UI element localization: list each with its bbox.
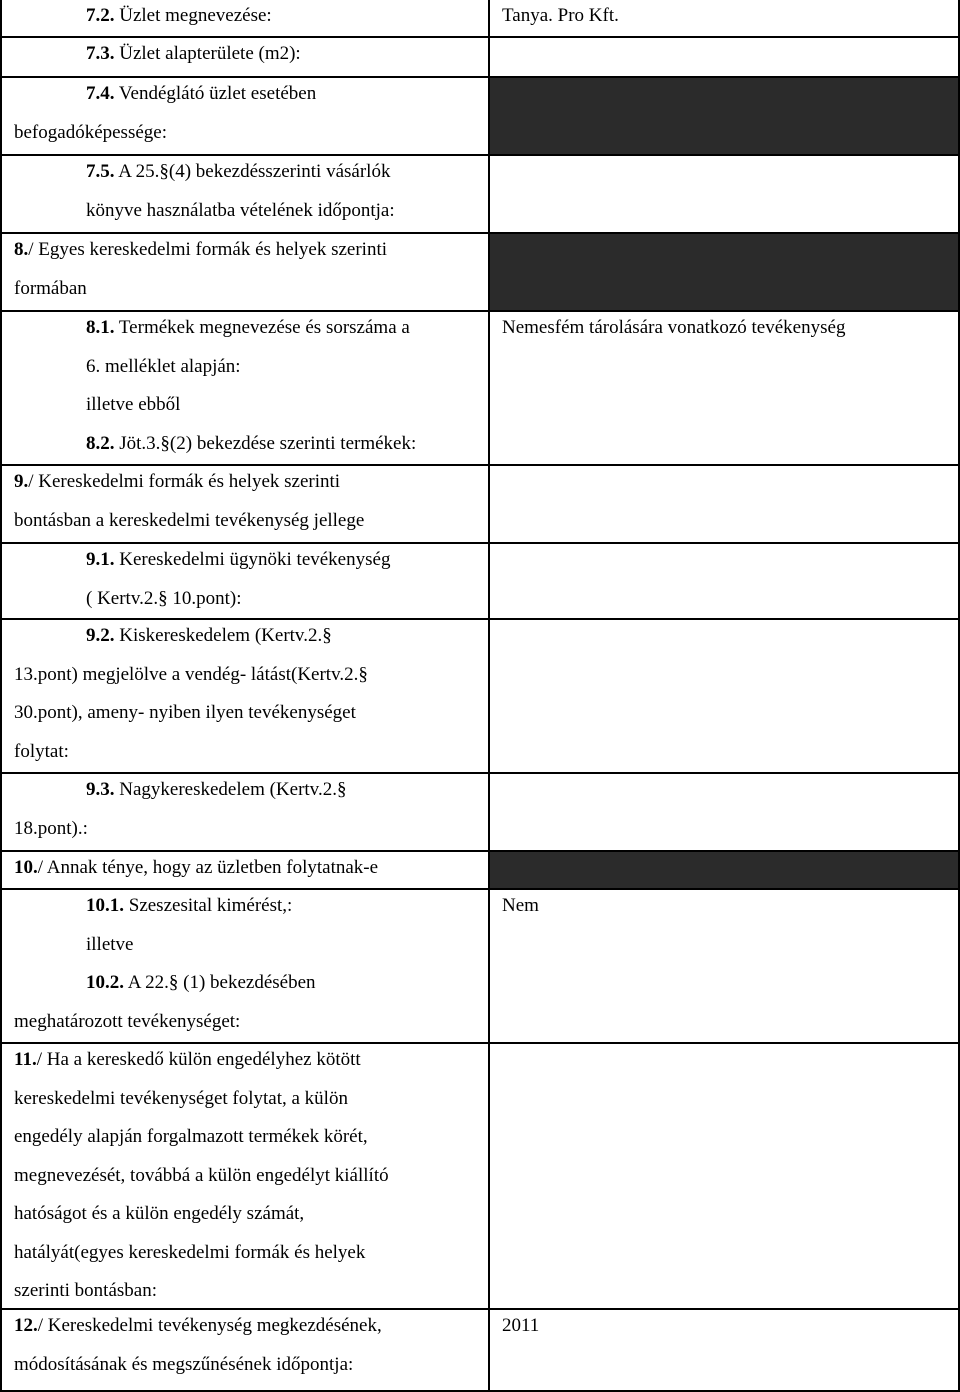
- label-cell: [0, 38, 488, 78]
- item-number: 9.: [14, 471, 29, 492]
- table-row: [0, 620, 960, 774]
- item-number: 11.: [14, 1049, 37, 1070]
- label-text: A 25.§(4) bekezdésszerinti vásárlók: [114, 161, 391, 182]
- label-line: [86, 972, 316, 994]
- label-line: [86, 394, 180, 416]
- table-row: [0, 1044, 960, 1310]
- item-number: 7.2.: [86, 5, 115, 26]
- label-line: [14, 1088, 348, 1110]
- label-text: 18.pont).:: [14, 817, 88, 839]
- table-row: [0, 0, 960, 38]
- label-line: [14, 1011, 240, 1033]
- value-cell: [488, 234, 960, 312]
- label-cell: [0, 466, 488, 544]
- item-number: 9.2.: [86, 625, 115, 646]
- value-text: 2011: [502, 1315, 540, 1336]
- label-text: módosításának és megszűnésének időpontja:: [14, 1353, 354, 1375]
- table-row: [0, 774, 960, 852]
- label-line: [14, 471, 340, 493]
- label-line: [86, 625, 332, 647]
- label-text: folytat:: [14, 740, 69, 762]
- label-line: [14, 1049, 361, 1071]
- label-text: / Ha a kereskedő külön engedélyhez kötött: [36, 1049, 361, 1070]
- value-cell: [488, 312, 960, 466]
- table-row: [0, 466, 960, 544]
- value-text: Nem: [502, 895, 539, 916]
- label-text: Nagykereskedelem (Kertv.2.§: [114, 779, 347, 800]
- label-text: hatóságot és a külön engedély számát,: [14, 1203, 305, 1224]
- label-line: [86, 5, 272, 27]
- table-row: [0, 38, 960, 78]
- label-cell: [0, 312, 488, 466]
- value-text: Nemesfém tárolására vonatkozó tevékenység: [502, 317, 846, 338]
- label-cell: [0, 78, 488, 156]
- label-cell: [0, 1044, 488, 1310]
- label-cell: [0, 234, 488, 312]
- label-line: [14, 239, 387, 261]
- label-line: [14, 857, 378, 879]
- label-text: megnevezését, továbbá a külön engedélyt kiállító: [14, 1164, 389, 1186]
- table-row: [0, 156, 960, 234]
- label-line: [14, 1203, 304, 1225]
- value-cell: [488, 78, 960, 156]
- value-cell: [488, 890, 960, 1044]
- label-text: illetve: [86, 933, 134, 955]
- item-number: 7.3.: [86, 43, 115, 64]
- label-line: [86, 200, 395, 222]
- label-text: Termékek megnevezése és sorszáma a: [114, 317, 410, 338]
- label-line: [86, 895, 292, 917]
- label-line: [86, 779, 346, 801]
- table-row: [0, 890, 960, 1044]
- table-row: [0, 1310, 960, 1392]
- label-cell: [0, 544, 488, 620]
- label-text: Vendéglátó üzlet esetében: [114, 83, 317, 104]
- label-line: [86, 356, 241, 378]
- label-line: [86, 549, 390, 571]
- label-line: [14, 702, 356, 724]
- label-cell: [0, 0, 488, 38]
- label-text: Üzlet alapterülete (m2):: [114, 43, 301, 64]
- label-text: Szeszesital kimérést,:: [124, 895, 293, 916]
- table-row: [0, 852, 960, 890]
- item-number: 10.: [14, 857, 38, 878]
- item-number: 10.1.: [86, 895, 124, 916]
- label-line: [86, 83, 316, 105]
- value-text: Tanya. Pro Kft.: [502, 5, 619, 26]
- label-text: Kereskedelmi ügynöki tevékenység: [114, 549, 391, 570]
- item-number: 7.4.: [86, 83, 115, 104]
- label-text: Üzlet megnevezése:: [114, 5, 272, 26]
- label-text: / Egyes kereskedelmi formák és helyek szerinti: [28, 239, 388, 260]
- item-number: 8.1.: [86, 317, 115, 338]
- item-number: 9.3.: [86, 779, 115, 800]
- value-cell: [488, 156, 960, 234]
- item-number: 12.: [14, 1315, 38, 1336]
- item-number: 10.2.: [86, 972, 124, 993]
- value-cell: [488, 1044, 960, 1310]
- label-text: 6. melléklet alapján:: [86, 355, 241, 377]
- label-cell: [0, 156, 488, 234]
- label-line: [14, 1315, 382, 1337]
- label-text: Kiskereskedelem (Kertv.2.§: [114, 625, 332, 646]
- value-cell: [488, 620, 960, 774]
- label-line: [14, 1126, 368, 1148]
- label-line: [14, 510, 364, 532]
- label-text: kereskedelmi tevékenységet folytat, a külön: [14, 1087, 348, 1109]
- item-number: 8.: [14, 239, 29, 260]
- value-cell: [488, 38, 960, 78]
- label-text: engedély alapján forgalmazott termékek körét,: [14, 1126, 368, 1147]
- label-text: A 22.§ (1) bekezdésében: [124, 972, 316, 993]
- table-row: [0, 312, 960, 466]
- label-text: Jöt.3.§(2) bekezdése szerinti termékek:: [114, 432, 417, 454]
- label-line: [86, 161, 390, 183]
- label-line: [14, 1354, 353, 1376]
- label-text: ( Kertv.2.§ 10.pont):: [86, 587, 242, 609]
- value-cell: [488, 852, 960, 890]
- item-number: 8.2.: [86, 432, 115, 454]
- label-text: hatályát(egyes kereskedelmi formák és helyek: [14, 1241, 366, 1263]
- label-text: / Kereskedelmi tevékenység megkezdésének,: [37, 1315, 382, 1336]
- label-text: formában: [14, 277, 87, 299]
- label-cell: [0, 774, 488, 852]
- label-text: könyve használatba vételének időpontja:: [86, 199, 395, 221]
- label-line: [14, 1165, 389, 1187]
- label-line: [14, 664, 368, 686]
- item-number: 7.5.: [86, 161, 115, 182]
- value-cell: [488, 466, 960, 544]
- label-text: 30.pont), ameny- nyiben ilyen tevékenységet: [14, 702, 356, 723]
- value-cell: [488, 774, 960, 852]
- label-line: [86, 317, 410, 339]
- label-cell: [0, 852, 488, 890]
- label-cell: [0, 620, 488, 774]
- label-line: [86, 43, 301, 65]
- label-line: [14, 741, 69, 763]
- label-line: [14, 122, 167, 144]
- label-text: / Annak ténye, hogy az üzletben folytatnak-e: [37, 857, 379, 878]
- label-text: illetve ebből: [86, 394, 181, 415]
- label-line: [86, 433, 416, 455]
- label-text: 13.pont) megjelölve a vendég- látást(Kertv.2.§: [14, 663, 368, 685]
- label-text: / Kereskedelmi formák és helyek szerinti: [28, 471, 341, 492]
- label-line: [14, 1280, 157, 1302]
- table-row: [0, 78, 960, 156]
- label-line: [14, 1242, 365, 1264]
- label-line: [14, 818, 88, 840]
- item-number: 9.1.: [86, 549, 115, 570]
- label-line: [14, 278, 87, 300]
- value-cell: [488, 544, 960, 620]
- table-row: [0, 544, 960, 620]
- table-row: [0, 234, 960, 312]
- value-cell: [488, 1310, 960, 1392]
- label-text: szerinti bontásban:: [14, 1280, 157, 1301]
- label-text: befogadóképessége:: [14, 121, 167, 143]
- label-cell: [0, 890, 488, 1044]
- label-line: [86, 934, 133, 956]
- label-line: [86, 588, 242, 610]
- value-cell: [488, 0, 960, 38]
- label-cell: [0, 1310, 488, 1392]
- label-text: meghatározott tevékenységet:: [14, 1010, 241, 1032]
- label-text: bontásban a kereskedelmi tevékenység jellege: [14, 509, 365, 531]
